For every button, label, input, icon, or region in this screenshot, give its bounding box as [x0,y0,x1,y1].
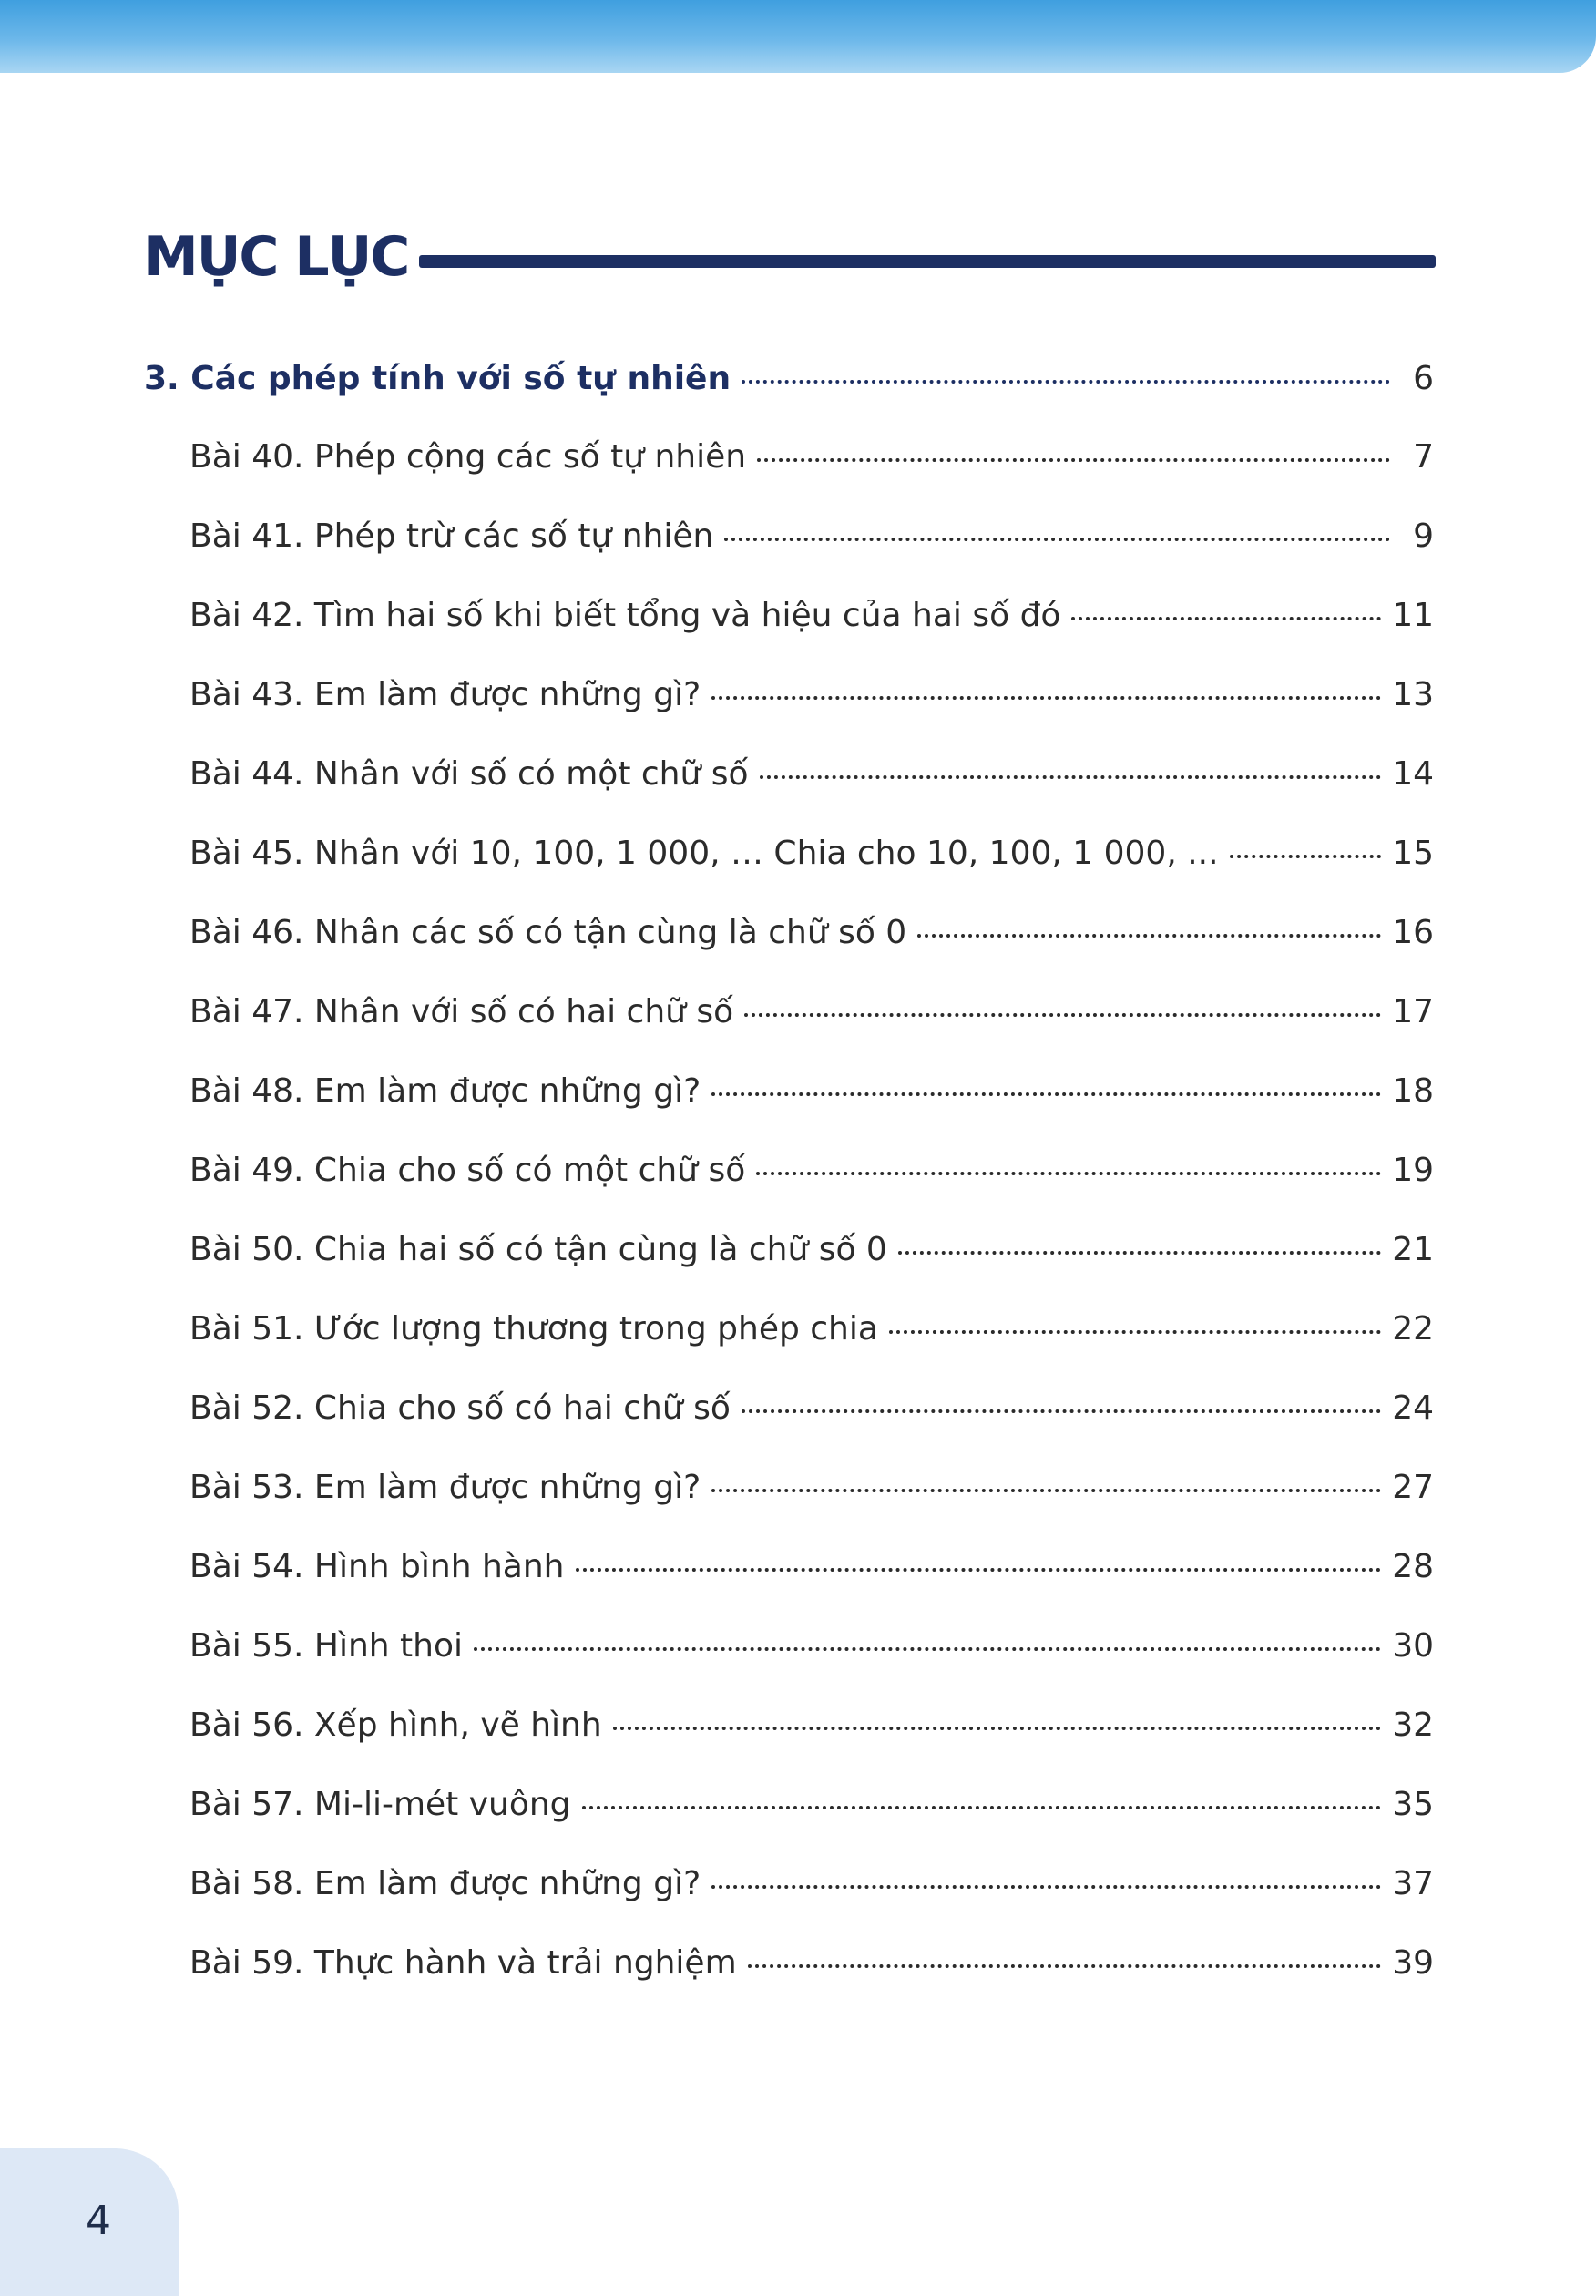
entry-page-number: 16 [1392,914,1434,951]
entry-title: Bài 59. Thực hành và trải nghiệm [189,1944,737,1982]
entry-title: Bài 46. Nhân các số có tận cùng là chữ số 0 [189,914,907,951]
dot-leader [1230,855,1382,858]
entry-page-number: 28 [1392,1548,1434,1585]
dot-leader [889,1330,1381,1334]
dot-leader [1071,617,1381,620]
dot-leader [756,1172,1381,1175]
toc-entry-lesson-48[interactable] [189,1064,1434,1119]
entry-page-number: 32 [1392,1707,1434,1744]
entry-page-number: 14 [1392,755,1434,793]
entry-title: Bài 49. Chia cho số có một chữ số [189,1152,746,1189]
entry-page-number: 13 [1392,676,1434,713]
dot-leader [582,1806,1382,1809]
toc-entry-lesson-40[interactable] [189,430,1434,485]
entry-page-number: 37 [1392,1865,1434,1902]
dot-leader [742,1409,1381,1413]
entry-page-number: 7 [1413,438,1434,476]
entry-page-number: 22 [1392,1310,1434,1348]
dot-leader [748,1964,1382,1968]
entry-page-number: 18 [1392,1072,1434,1110]
dot-leader [742,380,1390,384]
entry-page-number: 30 [1392,1627,1434,1665]
entry-title: Bài 57. Mi-li-mét vuông [189,1786,571,1823]
dot-leader [711,1092,1381,1096]
toc-entry-lesson-55[interactable] [189,1619,1434,1674]
entry-page-number: 6 [1413,360,1434,397]
entry-page-number: 35 [1392,1786,1434,1823]
toc-entry-lesson-56[interactable] [189,1698,1434,1753]
toc-entry-lesson-59[interactable] [189,1936,1434,1991]
entry-page-number: 39 [1392,1944,1434,1982]
entry-title: 3. Các phép tính với số tự nhiên [144,360,732,397]
toc-entry-lesson-51[interactable] [189,1302,1434,1357]
entry-title: Bài 42. Tìm hai số khi biết tổng và hiệu của hai số đó [189,597,1061,634]
toc-section-entry[interactable] [144,352,1434,406]
toc-entry-lesson-43[interactable] [189,668,1434,723]
dot-leader [711,1885,1381,1889]
entry-title: Bài 53. Em làm được những gì? [189,1469,701,1506]
entry-title: Bài 58. Em làm được những gì? [189,1865,701,1902]
toc-entry-lesson-49[interactable] [189,1143,1434,1198]
dot-leader [760,775,1382,779]
entry-title: Bài 50. Chia hai số có tận cùng là chữ số 0 [189,1231,887,1268]
entry-title: Bài 48. Em làm được những gì? [189,1072,701,1110]
dot-leader [744,1013,1381,1017]
entry-title: Bài 52. Chia cho số có hai chữ số [189,1389,731,1427]
entry-title: Bài 54. Hình bình hành [189,1548,565,1585]
entry-title: Bài 43. Em làm được những gì? [189,676,701,713]
dot-leader [917,934,1381,938]
page-number: 4 [86,2198,111,2244]
dot-leader [724,538,1390,541]
entry-title: Bài 44. Nhân với số có một chữ số [189,755,749,793]
toc-entry-lesson-57[interactable] [189,1778,1434,1832]
dot-leader [474,1647,1381,1651]
dot-leader [711,696,1381,700]
entry-page-number: 21 [1392,1231,1434,1268]
toc-entry-lesson-52[interactable] [189,1381,1434,1436]
entry-page-number: 17 [1392,993,1434,1030]
toc-entry-lesson-53[interactable] [189,1461,1434,1515]
toc-entry-lesson-41[interactable] [189,509,1434,564]
toc-entry-lesson-46[interactable] [189,906,1434,960]
entry-page-number: 15 [1392,835,1434,872]
entry-page-number: 19 [1392,1152,1434,1189]
toc-entry-lesson-42[interactable] [189,589,1434,643]
entry-title: Bài 40. Phép cộng các số tự nhiên [189,438,747,476]
entry-title: Bài 56. Xếp hình, vẽ hình [189,1707,602,1744]
entry-title: Bài 47. Nhân với số có hai chữ số [189,993,734,1030]
toc-entry-lesson-50[interactable] [189,1223,1434,1277]
dot-leader [757,458,1390,462]
entry-page-number: 9 [1413,518,1434,555]
dot-leader [613,1727,1381,1730]
toc-entry-lesson-45[interactable] [189,826,1434,881]
toc-entry-lesson-54[interactable] [189,1540,1434,1594]
page-title: MỤC LỤC [144,225,409,289]
entry-page-number: 24 [1392,1389,1434,1427]
entry-title: Bài 51. Ước lượng thương trong phép chia [189,1310,878,1348]
dot-leader [576,1568,1382,1572]
entry-title: Bài 41. Phép trừ các số tự nhiên [189,518,714,555]
entry-title: Bài 55. Hình thoi [189,1627,464,1665]
toc-entry-lesson-58[interactable] [189,1857,1434,1912]
dot-leader [898,1251,1381,1255]
entry-page-number: 11 [1392,597,1434,634]
entry-page-number: 27 [1392,1469,1434,1506]
entry-title: Bài 45. Nhân với 10, 100, 1 000, … Chia cho 10, 100, 1 000, ... [189,835,1219,872]
toc-entry-lesson-47[interactable] [189,985,1434,1040]
toc-entry-lesson-44[interactable] [189,747,1434,802]
dot-leader [711,1489,1381,1492]
